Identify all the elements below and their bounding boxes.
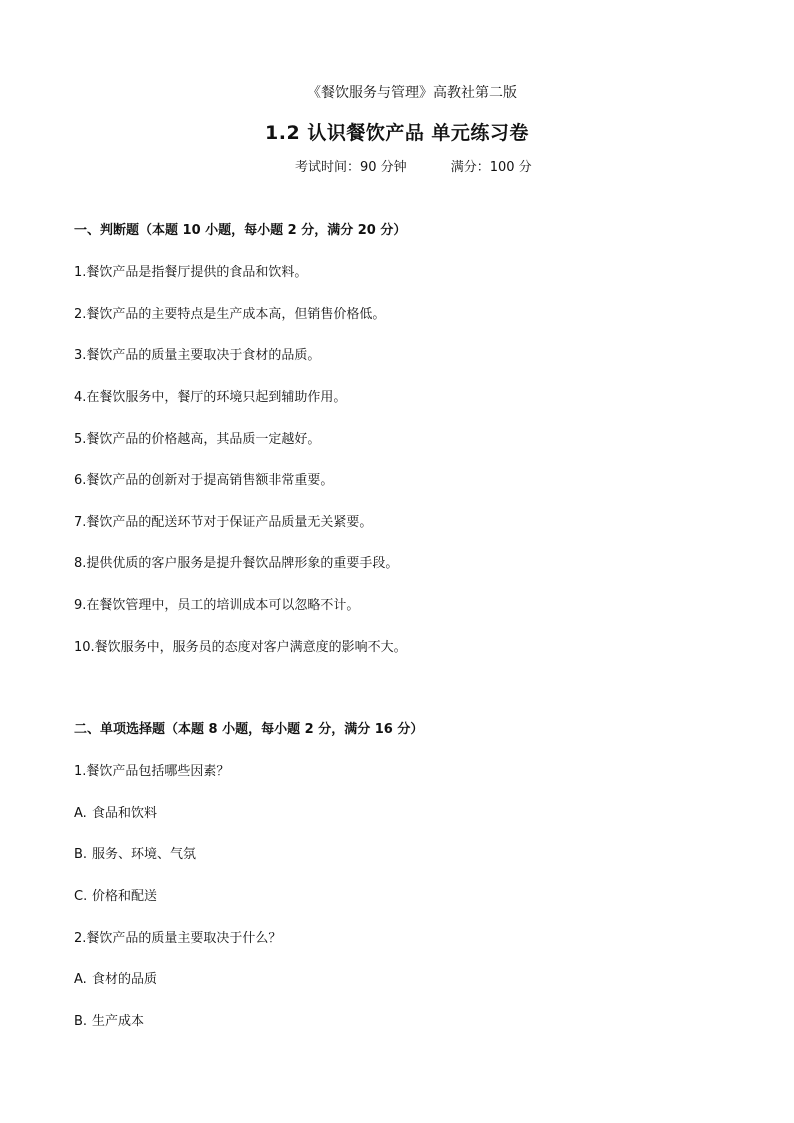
question-item: 2.餐饮产品的质量主要取决于什么？	[74, 931, 282, 946]
question-item: 1.餐饮产品是指餐厅提供的食品和饮料。	[74, 265, 308, 280]
option-letter: B.	[74, 1014, 88, 1029]
question-item: 6.餐饮产品的创新对于提高销售额非常重要。	[74, 473, 334, 488]
question-item: 8.提供优质的客户服务是提升餐饮品牌形象的重要手段。	[74, 556, 399, 571]
question-item: 4.在餐饮服务中，餐厅的环境只起到辅助作用。	[74, 390, 347, 405]
question-item: 1.餐饮产品包括哪些因素？	[74, 764, 230, 779]
option-letter: C.	[74, 889, 88, 904]
option-letter: A.	[74, 806, 87, 821]
page-title: 1.2 认识餐饮产品 单元练习卷	[265, 122, 529, 144]
question-item: 10.餐饮服务中，服务员的态度对客户满意度的影响不大。	[74, 640, 407, 655]
option-item	[74, 802, 157, 821]
question-item: 7.餐饮产品的配送环节对于保证产品质量无关紧要。	[74, 515, 373, 530]
section-title-true-false: 一、判断题（本题 10 小题，每小题 2 分，满分 20 分）	[74, 223, 407, 238]
option-text: 生产成本	[92, 1014, 145, 1029]
option-letter: B.	[74, 847, 88, 862]
section-title-single-choice: 二、单项选择题（本题 8 小题，每小题 2 分，满分 16 分）	[74, 722, 424, 737]
option-item	[74, 1010, 144, 1029]
question-item: 3.餐饮产品的质量主要取决于食材的品质。	[74, 348, 321, 363]
question-item: 9.在餐饮管理中，员工的培训成本可以忽略不计。	[74, 598, 360, 613]
option-text: 价格和配送	[92, 889, 158, 904]
option-item	[74, 968, 157, 987]
question-item: 2.餐饮产品的主要特点是生产成本高，但销售价格低。	[74, 307, 386, 322]
option-item	[74, 843, 196, 862]
option-letter: A.	[74, 972, 87, 987]
option-text: 服务、环境、气氛	[92, 847, 197, 862]
option-text: 食材的品质	[92, 972, 158, 987]
book-title: 《餐饮服务与管理》高教社第二版	[307, 85, 517, 101]
exam-meta	[295, 156, 532, 175]
question-item: 5.餐饮产品的价格越高，其品质一定越好。	[74, 432, 321, 447]
option-item	[74, 885, 157, 904]
option-text: 食品和饮料	[92, 806, 158, 821]
full-score: 满分：100 分	[450, 160, 532, 175]
exam-time: 考试时间：90 分钟	[295, 160, 407, 175]
